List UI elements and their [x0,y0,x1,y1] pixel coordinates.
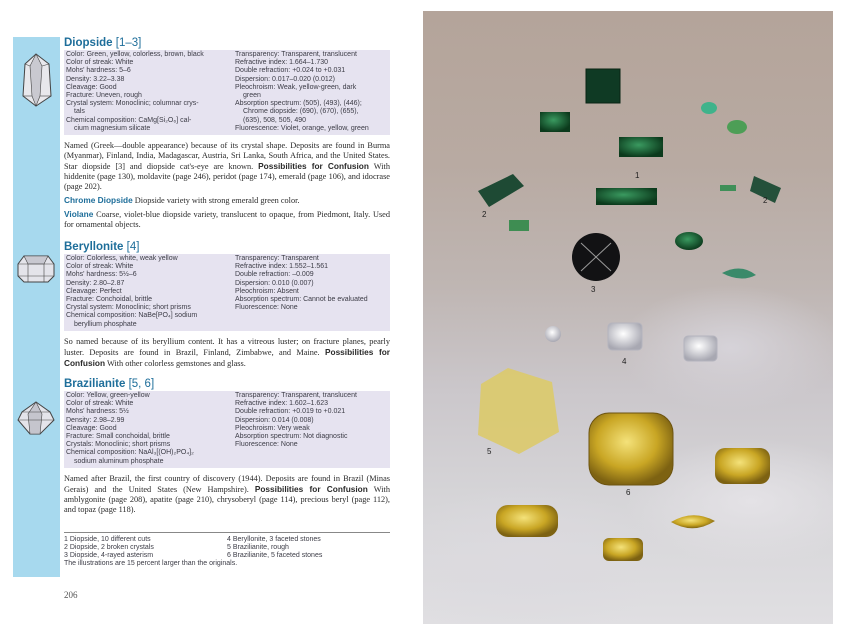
brazilianite-faceted-gem [671,515,715,528]
diopside-cut-gem [722,268,756,278]
gemstone-photo [423,11,833,624]
section-title: Beryllonite [4] [64,241,140,253]
brazilianite-faceted-gem [496,505,558,537]
caption-item: 6 Brazilianite, 5 faceted stones [227,552,323,559]
beryllonite-gem [545,326,561,342]
variety-paragraph: Violane Coarse, violet-blue diopside variety, translucent to opaque, from Piedmont, Italy. Used for ornamental objects. [64,209,390,230]
property-row: Dispersion: 0.014 (0.008) [235,416,314,424]
caption-item: 2 Diopside, 2 broken crystals [64,544,154,551]
beryllonite-section [64,240,390,369]
property-row: Chemical composition: NaAl₃[(OH)₂PO₄]₂ [66,449,194,457]
property-row: beryllium phosphate [74,320,137,328]
figure-captions [64,532,390,568]
diopside-cut-gem [540,112,570,132]
diopside-cut-gem [727,120,747,134]
diopside-cut-gem [596,188,657,205]
property-row: (635), 508, 505, 490 [243,116,307,124]
property-row: Density: 2.98–2.99 [66,416,125,424]
diopside-crystal-drawing [16,52,56,108]
property-row: Color of streak: White [66,400,134,408]
caption-note: The illustrations are 15 percent larger than the originals. [64,560,238,567]
property-row: Chemical composition: NaBe[PO₄] sodium [66,312,198,320]
property-row: Chemical composition: CaMg[Si₂O₆] cal- [66,116,192,124]
property-row: cium magnesium silicate [74,124,151,132]
photo-label: 5 [487,447,492,456]
property-row: Transparency: Transparent [235,255,319,262]
gemstone-photo-drawing [423,11,833,624]
photo-label: 1 [635,171,640,180]
brazilianite-faceted-gem [715,448,770,484]
brazilianite-faceted-gem [589,413,673,485]
property-row: Dispersion: 0.010 (0.007) [235,279,314,287]
property-row: Fluorescence: Violet, orange, yellow, green [235,124,369,132]
caption-item: 3 Diopside, 4-rayed asterism [64,552,154,559]
property-row: Mohs' hardness: 5½ [66,408,129,416]
diopside-cut-gem [720,185,736,191]
property-row: Chrome diopside: (690), (670), (655), [243,108,359,116]
photo-label: 2 [482,210,487,219]
property-row: Pleochroism: Weak, yellow-green, dark [235,83,357,91]
property-row: Fluorescence: None [235,441,298,449]
property-row: tals [74,108,85,116]
brazilianite-faceted-gem [603,538,643,561]
property-row: Density: 2.80–2.87 [66,279,125,287]
property-row: Cleavage: Good [66,424,117,432]
diopside-cut-gem [619,137,663,157]
property-row: Absorption spectrum: Cannot be evaluated [235,296,368,304]
property-row: Color: Green, yellow, colorless, brown, black [66,51,204,58]
properties-table [64,254,390,331]
property-row: Pleochroism: Very weak [235,424,310,432]
diopside-cut-gem [509,220,529,231]
page-number: 206 [64,590,78,600]
property-row: Color: Colorless, white, weak yellow [66,255,178,262]
caption-item: 1 Diopside, 10 different cuts [64,536,151,543]
properties-table [64,50,390,135]
diopside-cut-gem [675,232,703,250]
section-title: Brazilianite [5, 6] [64,378,155,390]
property-row: Color of streak: White [66,263,134,271]
diopside-broken-crystal [478,174,524,207]
description-paragraph: So named because of its beryllium content. It has a vitreous luster; on fracture planes, pearly luster. Deposits are found in Brazil, Finland, Zimbabwe, and Maine. Possibilities for Confusion With other colorless gemstones and glass. [64,336,391,368]
property-row: Cleavage: Perfect [66,287,122,295]
section-title: Diopside [1–3] [64,37,142,49]
property-row: Double refraction: –0.009 [235,271,314,279]
property-row: Crystal system: Monoclinic; short prisms [66,304,191,312]
description-paragraph: Named after Brazil, the first country of discovery (1944). Deposits are found in Brazil (Minas Gerais) and the United States (New Hampshire). Possibilities for Confusion With amblygonite (page 208), apatite (page 210), chrysoberyl (page 114), precious beryl (page 112), and topaz (page 118). [64,473,390,514]
property-row: Pleochroism: Absent [235,287,299,295]
description-paragraph: Named (Greek—double appearance) because of its crystal shape. Deposits are found in Burma (Myanmar), Finland, India, Madagascar, Austria, Sri Lanka, South Africa, and the United States. Star diopside [3] and diopside cat's-eye are known. Possibilities for Confusion With hiddenite (page 130), moldavite (page 246), peridot (page 174), emerald (page 106), and idocrase (page 202). [64,141,390,192]
property-row: Crystals: Monoclinic; short prisms [66,441,171,449]
properties-table [64,391,390,468]
property-row: Double refraction: +0.019 to +0.021 [235,408,346,416]
property-row: Fracture: Small conchoidal, brittle [66,433,170,441]
sidebar-color-band [13,37,60,577]
property-row: Double refraction: +0.024 to +0.031 [235,67,346,75]
diopside-cut-gem [701,102,717,114]
beryllonite-gem [684,336,717,361]
property-row: Fluorescence: None [235,304,298,312]
property-row: Refractive index: 1.602–1.623 [235,400,329,408]
property-row: green [243,92,261,100]
property-row: Transparency: Transparent, translucent [235,51,357,58]
property-row: Dispersion: 0.017–0.020 (0.012) [235,75,336,83]
photo-label: 3 [591,285,596,294]
photo-label: 4 [622,357,627,366]
property-row: Mohs' hardness: 5½–6 [66,271,137,279]
property-row: Refractive index: 1.664–1.730 [235,59,329,67]
property-row: Absorption spectrum: Not diagnostic [235,433,348,441]
property-row: Density: 3.22–3.38 [66,75,125,83]
property-row: Fracture: Uneven, rough [66,92,142,100]
brazilianite-rough [478,368,559,454]
property-row: Crystal system: Monoclinic; columnar crys- [66,100,199,108]
beryllonite-crystal-drawing [16,252,56,286]
property-row: Mohs' hardness: 5–6 [66,67,131,75]
brazilianite-section [64,377,390,515]
property-row: Color: Yellow, green-yellow [66,392,150,399]
caption-item: 5 Brazilianite, rough [227,544,289,551]
property-row: Fracture: Conchoidal, brittle [66,296,152,304]
photo-label: 6 [626,488,631,497]
beryllonite-gem [608,323,642,350]
property-row: Absorption spectrum: (505), (493), (446); [235,100,362,108]
photo-label: 2 [763,196,768,205]
property-row: Refractive index: 1.552–1.561 [235,263,329,271]
property-row: Cleavage: Good [66,83,117,91]
property-row: Transparency: Transparent, translucent [235,392,357,399]
property-row: sodium aluminum phosphate [74,457,164,465]
brazilianite-crystal-drawing [16,400,56,436]
variety-paragraph: Chrome Diopside Diopside variety with strong emerald green color. [64,195,300,206]
diopside-section [64,36,390,230]
caption-item: 4 Beryllonite, 3 faceted stones [227,536,321,543]
diopside-cut-gem [586,69,620,103]
property-row: Color of streak: White [66,59,134,67]
